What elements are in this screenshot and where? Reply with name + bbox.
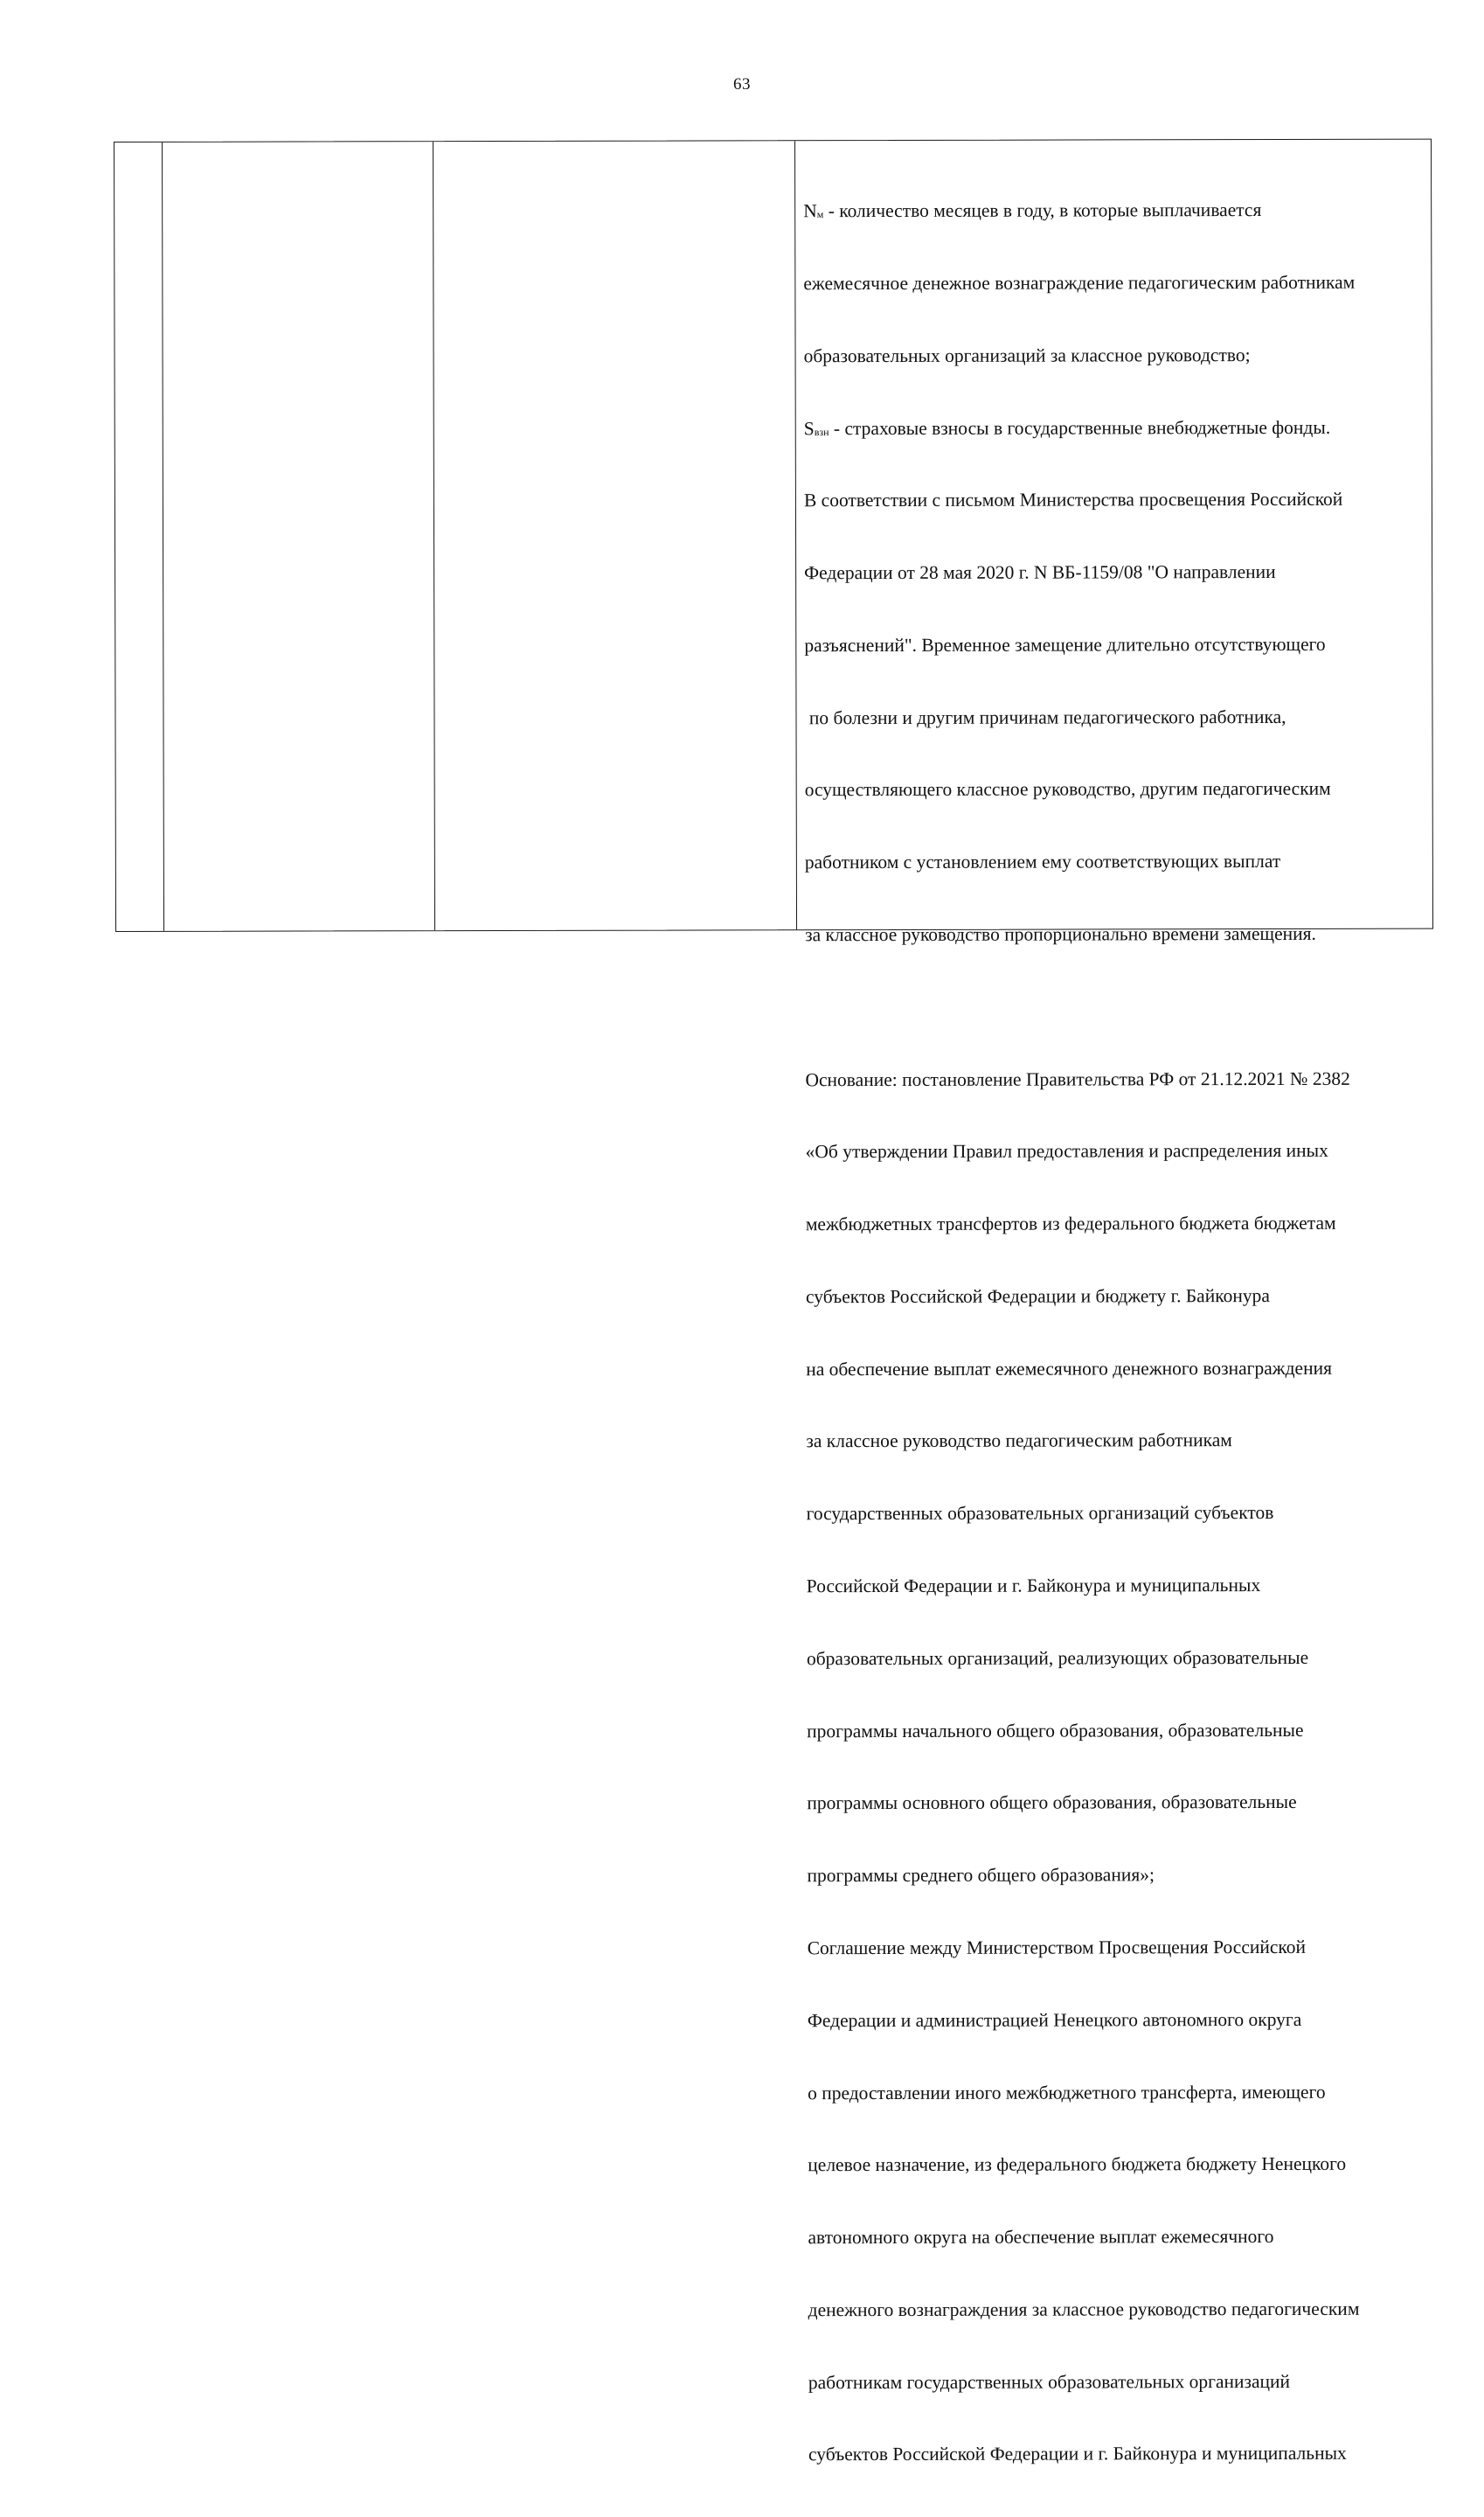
text-line: разъяснений". Временное замещение длительно отсутствующего	[804, 633, 1326, 657]
text-line: автономного округа на обеспечение выплат ежемесячного	[808, 2226, 1274, 2249]
text-line: работником с установлением ему соответствующих выплат	[804, 851, 1281, 873]
text-line: Федерации и администрацией Ненецкого автономного округа	[807, 2008, 1302, 2031]
text-line-sv	[804, 415, 1430, 441]
text-line: о предоставлении иного межбюджетного трансферта, имеющего	[808, 2081, 1326, 2103]
text-line: осуществляющего классное руководство, другим педагогическим	[804, 778, 1331, 801]
page-number: 63	[733, 75, 751, 94]
text-line: денежного вознаграждения за классное руководство педагогическим	[808, 2298, 1360, 2321]
table-cell-text	[803, 150, 1434, 2516]
text-line: за классное руководство педагогическим работникам	[806, 1429, 1232, 1452]
document-table	[114, 139, 1433, 2465]
text-line: государственных образовательных организаций субъектов	[806, 1502, 1274, 1525]
text-line: ежемесячное денежное вознаграждение педагогическим работникам	[803, 271, 1356, 295]
text-line: образовательных организаций за классное руководство;	[803, 344, 1251, 366]
text-line: «Об утверждении Правил предоставления и распределения иных	[805, 1140, 1328, 1163]
sv-symbol: S	[803, 417, 815, 439]
text-line: программы начального общего образования, образовательные	[807, 1719, 1304, 1742]
text-line: В соответствии с письмом Министерства просвещения Российской	[803, 489, 1343, 511]
text-line: образовательных организаций, реализующих образовательные	[806, 1646, 1309, 1670]
text-line: на обеспечение выплат ежемесячного денежного вознаграждения	[806, 1357, 1332, 1380]
text-line: Соглашение между Министерством Просвещения Российской	[807, 1936, 1307, 1959]
sv-subscript: взн	[814, 425, 829, 438]
text-line: субъектов Российской Федерации и бюджету г. Байконура	[805, 1284, 1270, 1308]
text-line: работникам государственных образовательных организаций	[808, 2370, 1291, 2393]
nm-subscript: м	[816, 208, 824, 221]
text-line: - страховые взносы в государственные внебюджетные фонды.	[829, 416, 1331, 439]
text-line: - количество месяцев в году, в которые выплачивается	[823, 199, 1262, 222]
text-line: межбюджетных трансфертов из федерального бюджета бюджетам	[805, 1212, 1336, 1235]
text-line: Основание: постановление Правительства РФ от 21.12.2021 № 2382	[805, 1067, 1350, 1090]
text-line: за классное руководство пропорционально времени замещения.	[805, 922, 1316, 946]
text-line: Российской Федерации и г. Байконура и муниципальных	[806, 1575, 1261, 1597]
text-line: Федерации от 28 мая 2020 г. N ВБ-1159/08 "О направлении	[804, 561, 1276, 584]
column-divider-2	[433, 142, 435, 930]
text-line: по болезни и другим причинам педагогического работника,	[804, 706, 1286, 728]
text-line: программы основного общего образования, образовательные	[807, 1791, 1297, 1814]
nm-symbol: N	[803, 200, 817, 222]
text-line: целевое назначение, из федерального бюджета бюджету Ненецкого	[808, 2153, 1347, 2176]
column-divider-3	[794, 141, 797, 929]
paragraph-gap	[805, 994, 1431, 1019]
text-line: субъектов Российской Федерации и г. Байконура и муниципальных	[808, 2443, 1347, 2465]
text-line: программы среднего общего образования»;	[807, 1864, 1155, 1887]
column-divider-1	[162, 143, 164, 931]
text-line-nm	[803, 198, 1429, 224]
